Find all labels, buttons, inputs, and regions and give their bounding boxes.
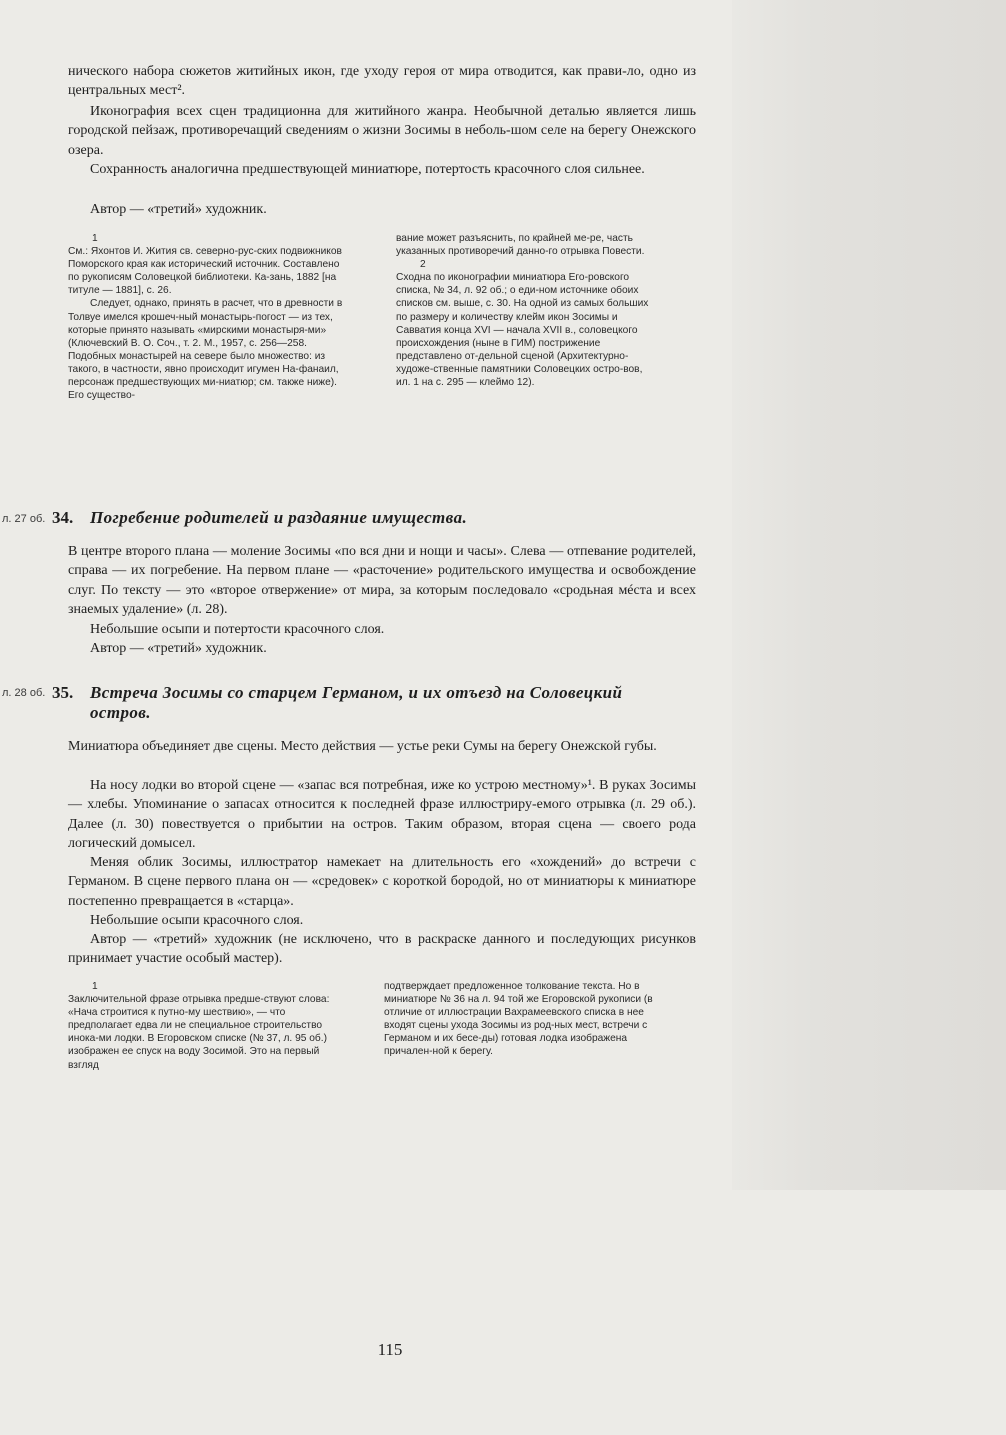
section-title-line-2: остров. (90, 703, 151, 722)
footnote-text: вание может разъяснить, по крайней ме-ре, часть указанных противоречий данно-го отрывка Повести. (396, 233, 645, 258)
section-34-author: Автор — «третий» художник. (90, 641, 267, 656)
section-34-heading (52, 508, 712, 528)
footnote-text: Сходна по иконографии миниатюра Его-ровского списка, № 34, л. 92 об.; о еди-ном источнике обоих списков см. выше, с. 30. На одной из самых больших по размеру и количеству клейм икон Зосимы и Савватия конца XVI — начала XVII в., соловецкого происхождения (ныне в ГИМ) пострижение представлено от-дельной сценой (Архитектурно-художе-ственные памятники Соловецких остро-вов, ил. 1 на с. 295 — клеймо 12). (396, 272, 649, 389)
footnote-text: подтверждает предложенное толкование текста. Но в миниатюре № 36 на л. 94 той же Егоровской рукописи (в отличие от иллюстрации Вахрамеевского списка в нее входят сцены ухода Зосимы из род-ных мест, встречи с Германом и их бесе-ды) готовая лодка изображена причален-ной к берегу. (384, 981, 653, 1058)
intro-paragraph-1: ничеcкого набора сюжетов житийных икон, где уходу героя от мира отводится, как прави-ло, одно из центральных мест². (68, 64, 696, 99)
footnotes-a-left (68, 232, 350, 402)
section-35-heading (52, 683, 712, 723)
section-35-paragraph-1: Миниатюра объединяет две сцены. Место действия — устье реки Сумы на берегу Онежской губы. (68, 739, 657, 754)
intro-paragraph-3: Сохранность аналогична предшествующей миниатюре, потертость красочного слоя сильнее. (90, 162, 645, 177)
footnote-text: Заключительной фразе отрывка предше-ствуют слова: «Нача строитися к путно-му шествию», — что предполагает едва ли не специальное строительство инока-ми лодки. В Егоровском списке (№ 37, л. 95 об.) изображен ее спуск на воду Зосимой. Это на первый взгляд (68, 994, 330, 1071)
footnote-number: 1 (92, 981, 98, 992)
page-number: 115 (377, 1340, 403, 1359)
section-34-paragraph-2: Небольшие осыпи и потертости красочного слоя. (90, 622, 385, 637)
intro-author: Автор — «третий» художник. (90, 202, 267, 217)
section-title: Погребение родителей и раздаяние имущества. (90, 508, 468, 527)
footnote-number: 2 (420, 259, 426, 271)
folio-note-34: л. 27 об. (2, 513, 46, 525)
section-35-paragraph-4: Небольшие осыпи красочного слоя. (90, 913, 304, 928)
folio-note-35: л. 28 об. (2, 687, 46, 699)
footnotes-b-left (68, 980, 350, 1072)
scan-shade (732, 0, 1006, 1190)
footnote-number: 1 (92, 233, 98, 244)
section-35-paragraph-3: Меняя облик Зосимы, иллюстратор намекает на длительность его «хождений» до встречи с Германом. В сцене первого плана он — «средовек» с короткой бородой, но от миниатюры к миниатюре постепенно превращается в «старца». (68, 855, 696, 909)
footnotes-b-right (384, 980, 654, 1059)
section-title-line-1: Встреча Зосимы со старцем Германом, и их отъезд на Соловецкий (90, 683, 623, 702)
section-35-paragraph-2: На носу лодки во второй сцене — «запас вся потребная, иже ко устрою местному»¹. В руках Зосимы — хлебы. Упоминание о запасах относится к последней фразе иллюстриру-емого отрывка (л. 29 об.). Далее (л. 30) повествуется о прибытии на остров. Таким образом, вторая сцена — своего рода логический домысел. (68, 778, 696, 852)
section-34-paragraph-1: В центре второго плана — моление Зосимы «по вся дни и нощи и часы». Слева — отпевание родителей, справа — их погребение. На первом плане — «расточение» родительского имущества и освобождение слуг. По тексту — это «второе отвержение» от мира, за которым последовало «сродьная мéста и всех знаемых удаление» (л. 28). (68, 544, 696, 618)
footnote-text: См.: Яхонтов И. Жития св. северно-рус-ских подвижников Поморского края как исторический источник. Составлено по рукописям Соловецкой библиотеки. Ка-зань, 1882 [на титуле — 1881], с. 26. (68, 246, 342, 297)
section-number: 34. (52, 508, 74, 527)
section-number: 35. (52, 683, 74, 702)
footnotes-a-right (396, 232, 654, 389)
footnote-continuation: Следует, однако, принять в расчет, что в древности в Толвуе имелся крошеч-ный монастырь-погост — из тех, которые принято называть «мирскими монастыря-ми» (Ключевский В. О. Соч., т. 2. М., 1957, с. 256—258. Подобных монастырей на севере было множество: из такого, в частности, явно происходит игумен На-фанаил, персонаж предшествующих ми-ниатюр; см. также ниже). Его существо- (68, 298, 343, 402)
intro-paragraph-2: Иконография всех сцен традиционна для житийного жанра. Необычной деталью является лишь городской пейзаж, противоречащий сведениям о жизни Зосимы в неболь-шом селе на берегу Онежского озера. (68, 104, 696, 158)
section-35-author: Автор — «третий» художник (не исключено, что в раскраске данного и последующих рисунков принимает участие особый мастер). (68, 932, 696, 967)
